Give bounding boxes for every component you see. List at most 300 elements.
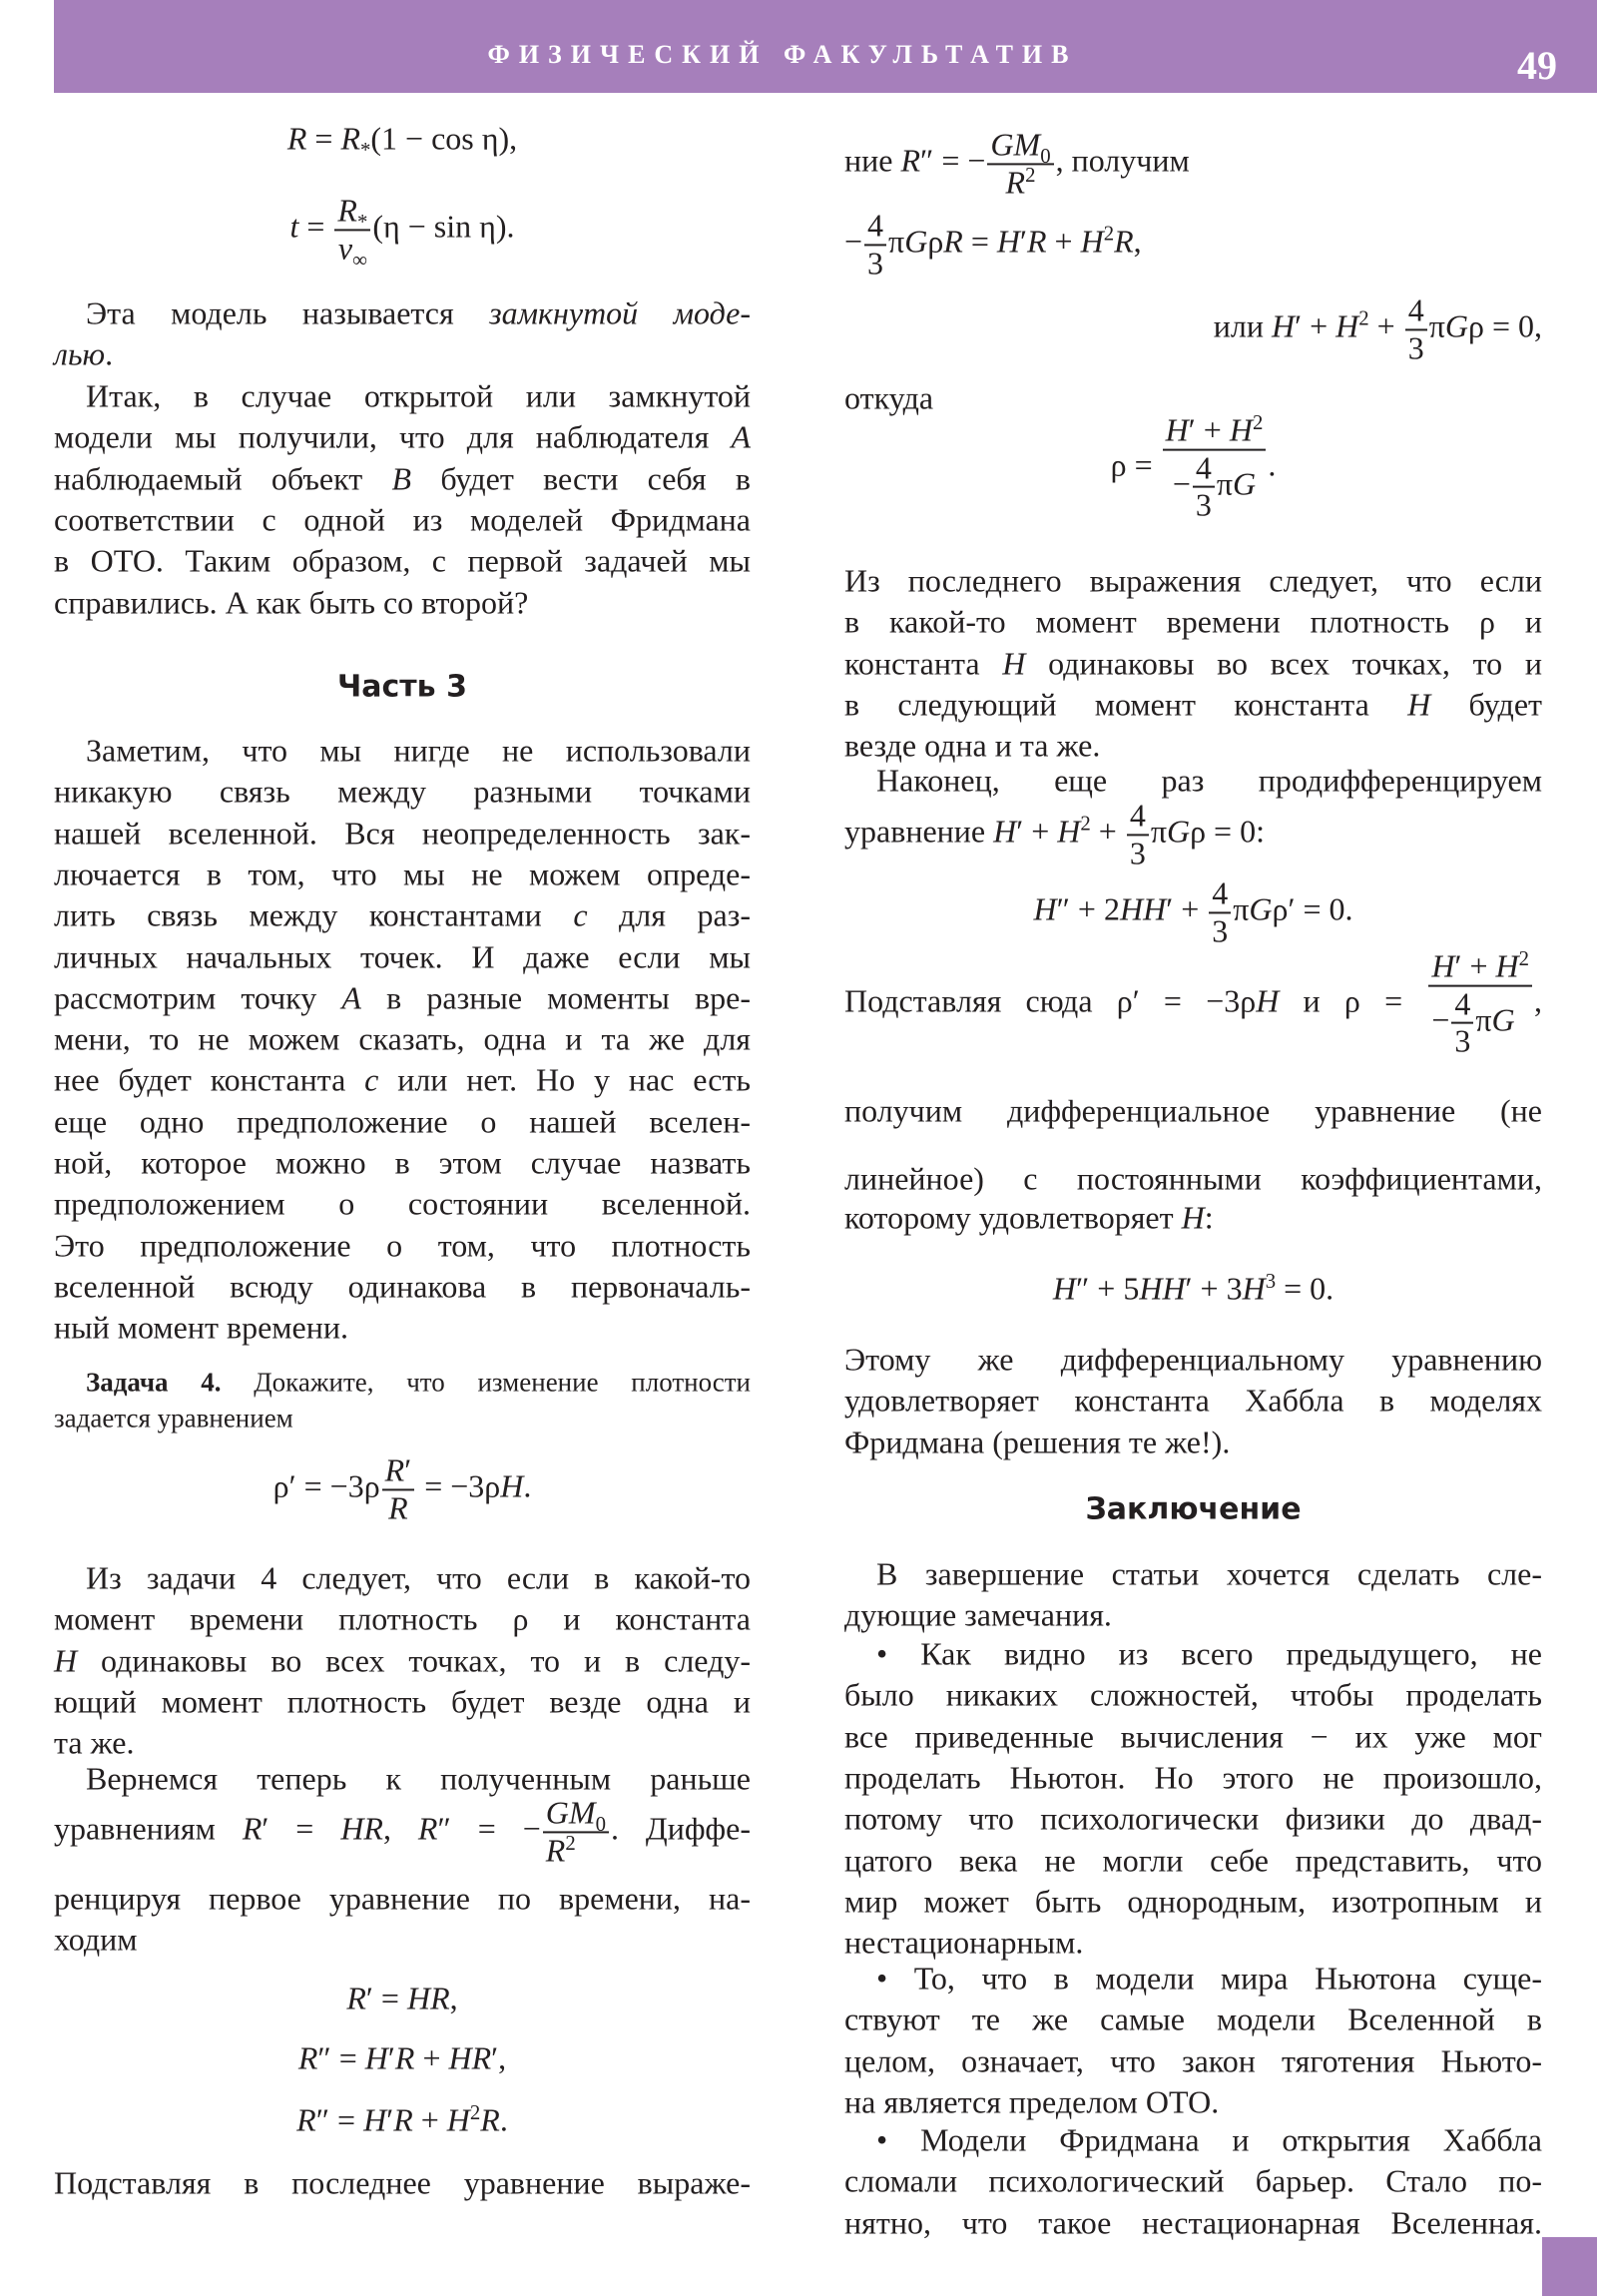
- text-run: ′: [1019, 223, 1027, 260]
- text-line: [844, 946, 1543, 1059]
- text-line: [54, 1184, 751, 1225]
- text-run: ′ +: [1295, 307, 1336, 344]
- subscript: ∞: [352, 248, 367, 272]
- text-line: [844, 1340, 1542, 1381]
- text-line: [844, 1923, 1542, 1964]
- text-line: [54, 417, 751, 458]
- text-run: 4: [1407, 291, 1424, 328]
- text-run: 4: [867, 207, 884, 244]
- text-run: ходим: [54, 1921, 138, 1958]
- text-line: [844, 1422, 1542, 1462]
- text-run: будет вести себя в: [411, 460, 752, 497]
- text-run: ′ +: [1188, 411, 1230, 448]
- text-line: [844, 602, 1542, 643]
- superscript: 2: [1518, 946, 1530, 970]
- text-line: [54, 499, 751, 540]
- text-line: [844, 1159, 1542, 1200]
- fraction: [382, 1453, 415, 1524]
- text-line: [54, 334, 751, 375]
- text-line: [844, 799, 1542, 869]
- text-line: [844, 684, 1542, 725]
- text-run: ″ =: [315, 2101, 364, 2138]
- text-run: +: [1046, 223, 1081, 260]
- text-run: ′: [404, 1451, 412, 1488]
- superscript: 2: [1358, 306, 1369, 330]
- text-run: π: [1216, 465, 1234, 502]
- text-run: уравнениям: [54, 1810, 243, 1847]
- denominator: [543, 1833, 609, 1868]
- text-run: ″ =: [317, 2039, 365, 2076]
- math-variable: G: [1233, 465, 1257, 502]
- text-run: ной, которое можно в этом случае назвать: [54, 1144, 751, 1181]
- text-run: ′: [387, 2039, 395, 2076]
- math-variable: H: [363, 2101, 387, 2138]
- equation: [54, 2100, 751, 2141]
- math-variable: H: [1335, 307, 1359, 344]
- fraction: [1428, 946, 1532, 1059]
- math-variable: c: [364, 1061, 379, 1098]
- text-line: [54, 1308, 751, 1349]
- text-line: [876, 1959, 1542, 2000]
- text-run: для раз-: [587, 896, 752, 933]
- text-line: [86, 293, 751, 334]
- text-run: Это предположение о том, что плотность: [54, 1227, 751, 1264]
- equation: [54, 1453, 751, 1524]
- text-run: .: [523, 1467, 532, 1504]
- text-run: в какой-то момент времени плотность ρ и: [844, 603, 1542, 640]
- text-run: ″ = −: [920, 142, 986, 179]
- math-variable: H: [1407, 686, 1431, 723]
- fraction: [1193, 451, 1215, 522]
- text-run: π: [1150, 813, 1167, 850]
- text-line: [876, 2120, 1542, 2161]
- text-line: [844, 1091, 1542, 1132]
- text-run: которому удовлетворяет: [844, 1199, 1182, 1236]
- math-variable: HH: [1119, 890, 1167, 927]
- text-run: = 0.: [1276, 1270, 1334, 1307]
- text-line: [86, 731, 751, 772]
- text-run: целом, означает, что закон тяготения Ньюто-: [844, 2042, 1542, 2079]
- text-line: [86, 1759, 751, 1800]
- text-line: [54, 458, 751, 499]
- math-variable: R: [1026, 223, 1047, 260]
- math-variable: H: [1181, 1199, 1205, 1236]
- text-run: =: [962, 223, 997, 260]
- text-line: [844, 1381, 1542, 1422]
- math-variable: H: [1242, 1270, 1266, 1307]
- text-line: [54, 1060, 751, 1101]
- subscript: *: [359, 138, 371, 162]
- text-run: ρ′ = 0.: [1272, 890, 1353, 927]
- text-run: та же.: [54, 1724, 135, 1761]
- math-variable: G: [1444, 307, 1468, 344]
- text-run: −: [1431, 1001, 1450, 1038]
- text-line: [54, 1920, 751, 1961]
- math-variable: GM: [545, 1794, 596, 1831]
- text-line: [54, 1101, 751, 1142]
- text-run: ′ +: [1016, 813, 1058, 850]
- math-variable: R: [388, 1489, 408, 1525]
- text-run: π: [1475, 1001, 1492, 1038]
- text-run: (1 − cos η),: [370, 120, 518, 157]
- text-run: Вернемся теперь к полученным раньше: [86, 1760, 751, 1797]
- text-run: 3: [867, 245, 884, 281]
- text-run: π: [1233, 890, 1250, 927]
- text-line: [54, 895, 751, 936]
- text-run: еще одно предположение о нашей вселен-: [54, 1103, 751, 1140]
- math-variable: H: [1033, 890, 1057, 927]
- text-line: [844, 1881, 1542, 1922]
- text-run: Из задачи 4 следует, что если в какой-то: [86, 1559, 751, 1596]
- math-variable: H: [1057, 813, 1081, 850]
- fraction: [1127, 799, 1149, 869]
- text-line: [844, 1198, 1542, 1239]
- math-variable: c: [573, 896, 588, 933]
- text-line: [844, 1675, 1542, 1716]
- math-variable: H: [1431, 947, 1455, 984]
- subscript: 0: [595, 1812, 606, 1836]
- text-run: ние: [844, 142, 901, 179]
- text-run: 4: [1454, 985, 1471, 1022]
- superscript: 2: [1252, 410, 1264, 434]
- math-variable: H: [1165, 411, 1189, 448]
- journal-section-title: ФИЗИЧЕСКИЙ ФАКУЛЬТАТИВ: [487, 40, 1078, 69]
- text-line: [54, 1019, 751, 1060]
- text-line: [86, 1558, 751, 1599]
- text-run: ′ +: [1454, 947, 1496, 984]
- text-run: −: [1172, 465, 1191, 502]
- equation: [844, 1269, 1542, 1310]
- text-run: в ОТО. Таким образом, с первой задачей мы: [54, 542, 751, 579]
- text-run: в разные моменты вре-: [360, 979, 751, 1016]
- text-run: мир может быть однородным, изотропным и: [844, 1883, 1542, 1920]
- section-heading: [844, 1489, 1542, 1530]
- fraction: [1209, 876, 1231, 947]
- text-run: π: [1428, 307, 1445, 344]
- text-line: [844, 1716, 1542, 1757]
- text-run: = −3ρ: [416, 1467, 501, 1504]
- math-variable: H: [364, 2039, 388, 2076]
- text-line: [844, 561, 1542, 602]
- text-run: =: [306, 120, 341, 157]
- equation: [844, 293, 1542, 364]
- numerator: [1193, 451, 1215, 488]
- text-run: −: [844, 223, 863, 260]
- text-line: [54, 1640, 751, 1681]
- text-run: откуда: [844, 379, 934, 416]
- text-line: [844, 2081, 1542, 2122]
- text-run: • Как видно из всего предыдущего, не: [876, 1635, 1542, 1672]
- text-run: +: [1368, 307, 1403, 344]
- text-run: ″ + 5: [1075, 1270, 1140, 1307]
- text-run: момент времени плотность ρ и константа: [54, 1600, 751, 1637]
- text-run: Заметим, что мы нигде не использовали: [86, 732, 751, 769]
- numerator: [1163, 410, 1267, 451]
- denominator: [1428, 986, 1532, 1058]
- text-run: • То, что в модели мира Ньютона суще-: [876, 1960, 1542, 1997]
- math-variable: HR: [340, 1810, 383, 1847]
- text-run: нашей вселенной. Вся неопределенность зак-: [54, 815, 751, 852]
- text-run: Итак, в случае открытой или замкнутой: [86, 377, 751, 414]
- text-run: нестационарным.: [844, 1924, 1084, 1961]
- math-variable: R: [480, 2101, 500, 2138]
- math-variable: G: [1166, 813, 1191, 850]
- math-variable: R: [545, 1832, 566, 1868]
- math-variable: R: [346, 1980, 366, 2016]
- math-variable: H: [996, 223, 1020, 260]
- denominator: [864, 246, 886, 281]
- text-run: предположением о состоянии вселенной.: [54, 1185, 751, 1222]
- running-header: [54, 0, 1597, 93]
- text-run: Этому же дифференциальному уравнению: [844, 1341, 1542, 1378]
- text-run: удовлетворяет константа Хаббла в моделях: [844, 1382, 1542, 1419]
- text-run: цатого века не могли себе представить, что: [844, 1842, 1542, 1878]
- text-line: [54, 541, 751, 582]
- text-run: 4: [1212, 874, 1229, 911]
- text-run: (η − sin η).: [372, 208, 515, 245]
- text-run: 4: [1129, 797, 1146, 834]
- text-run: ′: [386, 2101, 394, 2138]
- math-variable: R: [296, 2101, 316, 2138]
- page-number: 49: [1517, 43, 1557, 88]
- text-line: [54, 1681, 751, 1722]
- math-variable: H: [1272, 307, 1296, 344]
- text-run: 3: [1454, 1022, 1471, 1059]
- math-variable: R: [337, 192, 357, 229]
- text-line: [54, 1266, 751, 1307]
- numerator: [1428, 946, 1532, 987]
- text-run: ρ′ = −3ρ: [272, 1467, 380, 1504]
- denominator: [382, 1490, 415, 1525]
- equation: [844, 410, 1542, 523]
- math-variable: G: [1249, 890, 1273, 927]
- text-run: ,: [449, 1980, 458, 2016]
- text-run: :: [1204, 1199, 1214, 1236]
- text-line: [54, 854, 751, 894]
- text-run: 3: [1212, 912, 1229, 948]
- text-run: . Диффе-: [610, 1810, 752, 1847]
- text-run: линейное) с постоянными коэффициентами,: [844, 1160, 1542, 1197]
- text-run: ′ =: [262, 1810, 341, 1847]
- text-run: будет: [1430, 686, 1543, 723]
- denominator: [1451, 1024, 1473, 1059]
- text-line: [54, 813, 751, 854]
- text-line: [876, 761, 1542, 802]
- text-run: нятно, что такое нестационарная Вселенная.: [844, 2204, 1542, 2241]
- superscript: 2: [1080, 812, 1091, 836]
- numerator: [1451, 987, 1473, 1024]
- text-run: ющий момент плотность будет везде одна и: [54, 1683, 751, 1720]
- text-line: [54, 1796, 751, 1867]
- math-variable: GM: [990, 126, 1041, 163]
- text-run: +: [1090, 813, 1125, 850]
- text-run: 3: [1129, 835, 1146, 870]
- text-run: одинаковы во всех точках, то и: [1025, 645, 1543, 682]
- math-variable: R: [384, 1451, 405, 1488]
- text-run: .: [499, 2101, 508, 2138]
- math-variable: R: [900, 142, 920, 179]
- text-line: [876, 1554, 1542, 1595]
- text-run: ′ + 3: [1185, 1270, 1243, 1307]
- math-variable: R: [943, 223, 963, 260]
- text-line: [844, 2161, 1542, 2202]
- text-run: 3: [1195, 486, 1212, 523]
- text-line: [54, 977, 751, 1018]
- text-run: уравнение: [844, 813, 994, 850]
- denominator: [1163, 450, 1267, 522]
- text-run: ρ: [927, 223, 944, 260]
- math-variable: t: [289, 208, 299, 245]
- text-run: , получим: [1055, 142, 1190, 179]
- numerator: [1405, 293, 1427, 330]
- text-run: дующие замечания.: [844, 1596, 1112, 1633]
- text-run: ρ =: [1110, 446, 1161, 483]
- math-variable: R: [340, 120, 360, 157]
- fraction: [1451, 987, 1473, 1058]
- section-heading: [54, 667, 751, 708]
- text-run: личных начальных точек. И даже если мы: [54, 938, 751, 974]
- subscript: *: [356, 210, 368, 234]
- denominator: [987, 165, 1053, 200]
- task-label: Задача 4.: [86, 1367, 222, 1398]
- fraction: [987, 128, 1053, 199]
- text-line: [54, 582, 751, 623]
- text-run: ный момент времени.: [54, 1309, 348, 1346]
- math-variable: H: [993, 813, 1017, 850]
- text-run: везде одна и та же.: [844, 727, 1101, 764]
- denominator: [1209, 913, 1231, 948]
- text-run: =: [298, 208, 333, 245]
- text-run: Докажите, что изменение плотности: [221, 1367, 752, 1398]
- math-variable: A: [341, 979, 361, 1016]
- text-run: Часть 3: [337, 669, 467, 705]
- text-line: [844, 643, 1542, 684]
- text-run: потому что психологически физики до двад-: [844, 1800, 1542, 1837]
- subscript: 0: [1040, 144, 1051, 168]
- text-run: ,: [1534, 982, 1543, 1019]
- text-run: .: [105, 335, 114, 372]
- math-variable: R: [1005, 164, 1026, 200]
- text-line: [844, 1595, 1542, 1636]
- text-run: сломали психологический барьер. Стало по-: [844, 2162, 1542, 2199]
- text-run: получим дифференциальное уравнение (не: [844, 1092, 1542, 1129]
- text-run: ρ = 0,: [1467, 307, 1542, 344]
- numerator: [382, 1453, 415, 1490]
- text-run: справились. А как быть со второй?: [54, 584, 529, 620]
- corner-tab: [1542, 2237, 1597, 2296]
- text-run: ″ = −: [437, 1810, 541, 1847]
- fraction: [1163, 410, 1267, 523]
- math-variable: лью: [54, 335, 106, 372]
- text-run: 4: [1195, 449, 1212, 486]
- text-line: [86, 376, 751, 417]
- denominator: [1127, 836, 1149, 870]
- math-variable: R: [393, 2101, 413, 2138]
- text-run: лить связь между константами: [54, 896, 574, 933]
- equation: [54, 119, 751, 160]
- text-run: в следующий момент константа: [844, 686, 1408, 723]
- text-run: ′ +: [1166, 890, 1208, 927]
- text-run: 3: [1407, 329, 1424, 365]
- text-run: все приведенные вычисления − их уже мог: [844, 1718, 1542, 1755]
- text-run: Подставляя в последнее уравнение выраже-: [54, 2164, 751, 2201]
- text-run: Фридмана (решения те же!).: [844, 1424, 1231, 1460]
- math-variable: B: [391, 460, 412, 497]
- equation: [54, 1979, 751, 2019]
- text-run: Из последнего выражения следует, что если: [844, 562, 1542, 599]
- denominator: [1193, 488, 1215, 523]
- math-variable: R: [297, 2039, 318, 2076]
- text-run: ρ = 0:: [1190, 813, 1265, 850]
- math-variable: замкнутой моде-: [489, 294, 751, 331]
- equation: [54, 192, 751, 272]
- math-variable: HR: [406, 1980, 450, 2016]
- text-run: и ρ =: [1279, 982, 1427, 1019]
- text-run: ствуют те же самые модели Вселенной в: [844, 2001, 1542, 2037]
- text-line: [844, 2202, 1542, 2243]
- text-run: Подставляя сюда ρ′ = −3ρ: [844, 982, 1257, 1019]
- text-run: задается уравнением: [54, 1403, 293, 1434]
- text-line: [54, 1399, 751, 1439]
- text-run: или: [1213, 307, 1272, 344]
- math-variable: G: [1491, 1001, 1515, 1038]
- text-run: лючается в том, что мы не можем опреде-: [54, 856, 751, 892]
- text-run: вселенной всюду одинакова в первоначаль-: [54, 1268, 751, 1305]
- math-variable: H: [1002, 645, 1026, 682]
- text-line: [54, 936, 751, 977]
- text-run: Заключение: [1085, 1491, 1302, 1527]
- text-line: [844, 2000, 1542, 2040]
- text-line: [844, 2040, 1542, 2081]
- text-line: [54, 2163, 751, 2204]
- superscript: 2: [1103, 222, 1115, 246]
- math-variable: HH: [1139, 1270, 1186, 1307]
- denominator: [1405, 330, 1427, 365]
- math-variable: H: [446, 2101, 470, 2138]
- text-run: ренцируя первое уравнение по времени, на-: [54, 1880, 751, 1917]
- text-run: никакую связь между разными точками: [54, 773, 751, 810]
- text-line: [54, 1225, 751, 1266]
- text-run: ′ =: [365, 1980, 407, 2016]
- text-run: • Модели Фридмана и открытия Хаббла: [876, 2121, 1542, 2158]
- text-run: проделать Ньютон. Но этого не произошло,: [844, 1759, 1542, 1796]
- text-line: [844, 1840, 1542, 1881]
- fraction: [334, 192, 370, 272]
- text-line: [54, 1879, 751, 1920]
- denominator: [334, 230, 370, 272]
- math-variable: R: [1114, 223, 1134, 260]
- math-variable: A: [731, 418, 751, 455]
- text-line: [54, 1599, 751, 1640]
- text-line: [844, 128, 1542, 199]
- fraction: [543, 1796, 609, 1867]
- text-run: ,: [382, 1810, 418, 1847]
- text-line: [844, 1799, 1542, 1840]
- text-run: +: [412, 2101, 447, 2138]
- superscript: 2: [565, 1831, 576, 1855]
- math-variable: G: [904, 223, 928, 260]
- numerator: [334, 192, 370, 234]
- math-variable: H: [1229, 411, 1253, 448]
- math-variable: H: [1256, 982, 1280, 1019]
- text-run: .: [1268, 446, 1277, 483]
- text-run: рассмотрим точку: [54, 979, 342, 1016]
- text-run: модели мы получили, что для наблюдателя: [54, 418, 732, 455]
- equation: [844, 876, 1542, 947]
- text-line: [844, 209, 1542, 280]
- text-line: [844, 1757, 1542, 1798]
- superscript: 3: [1265, 1269, 1277, 1293]
